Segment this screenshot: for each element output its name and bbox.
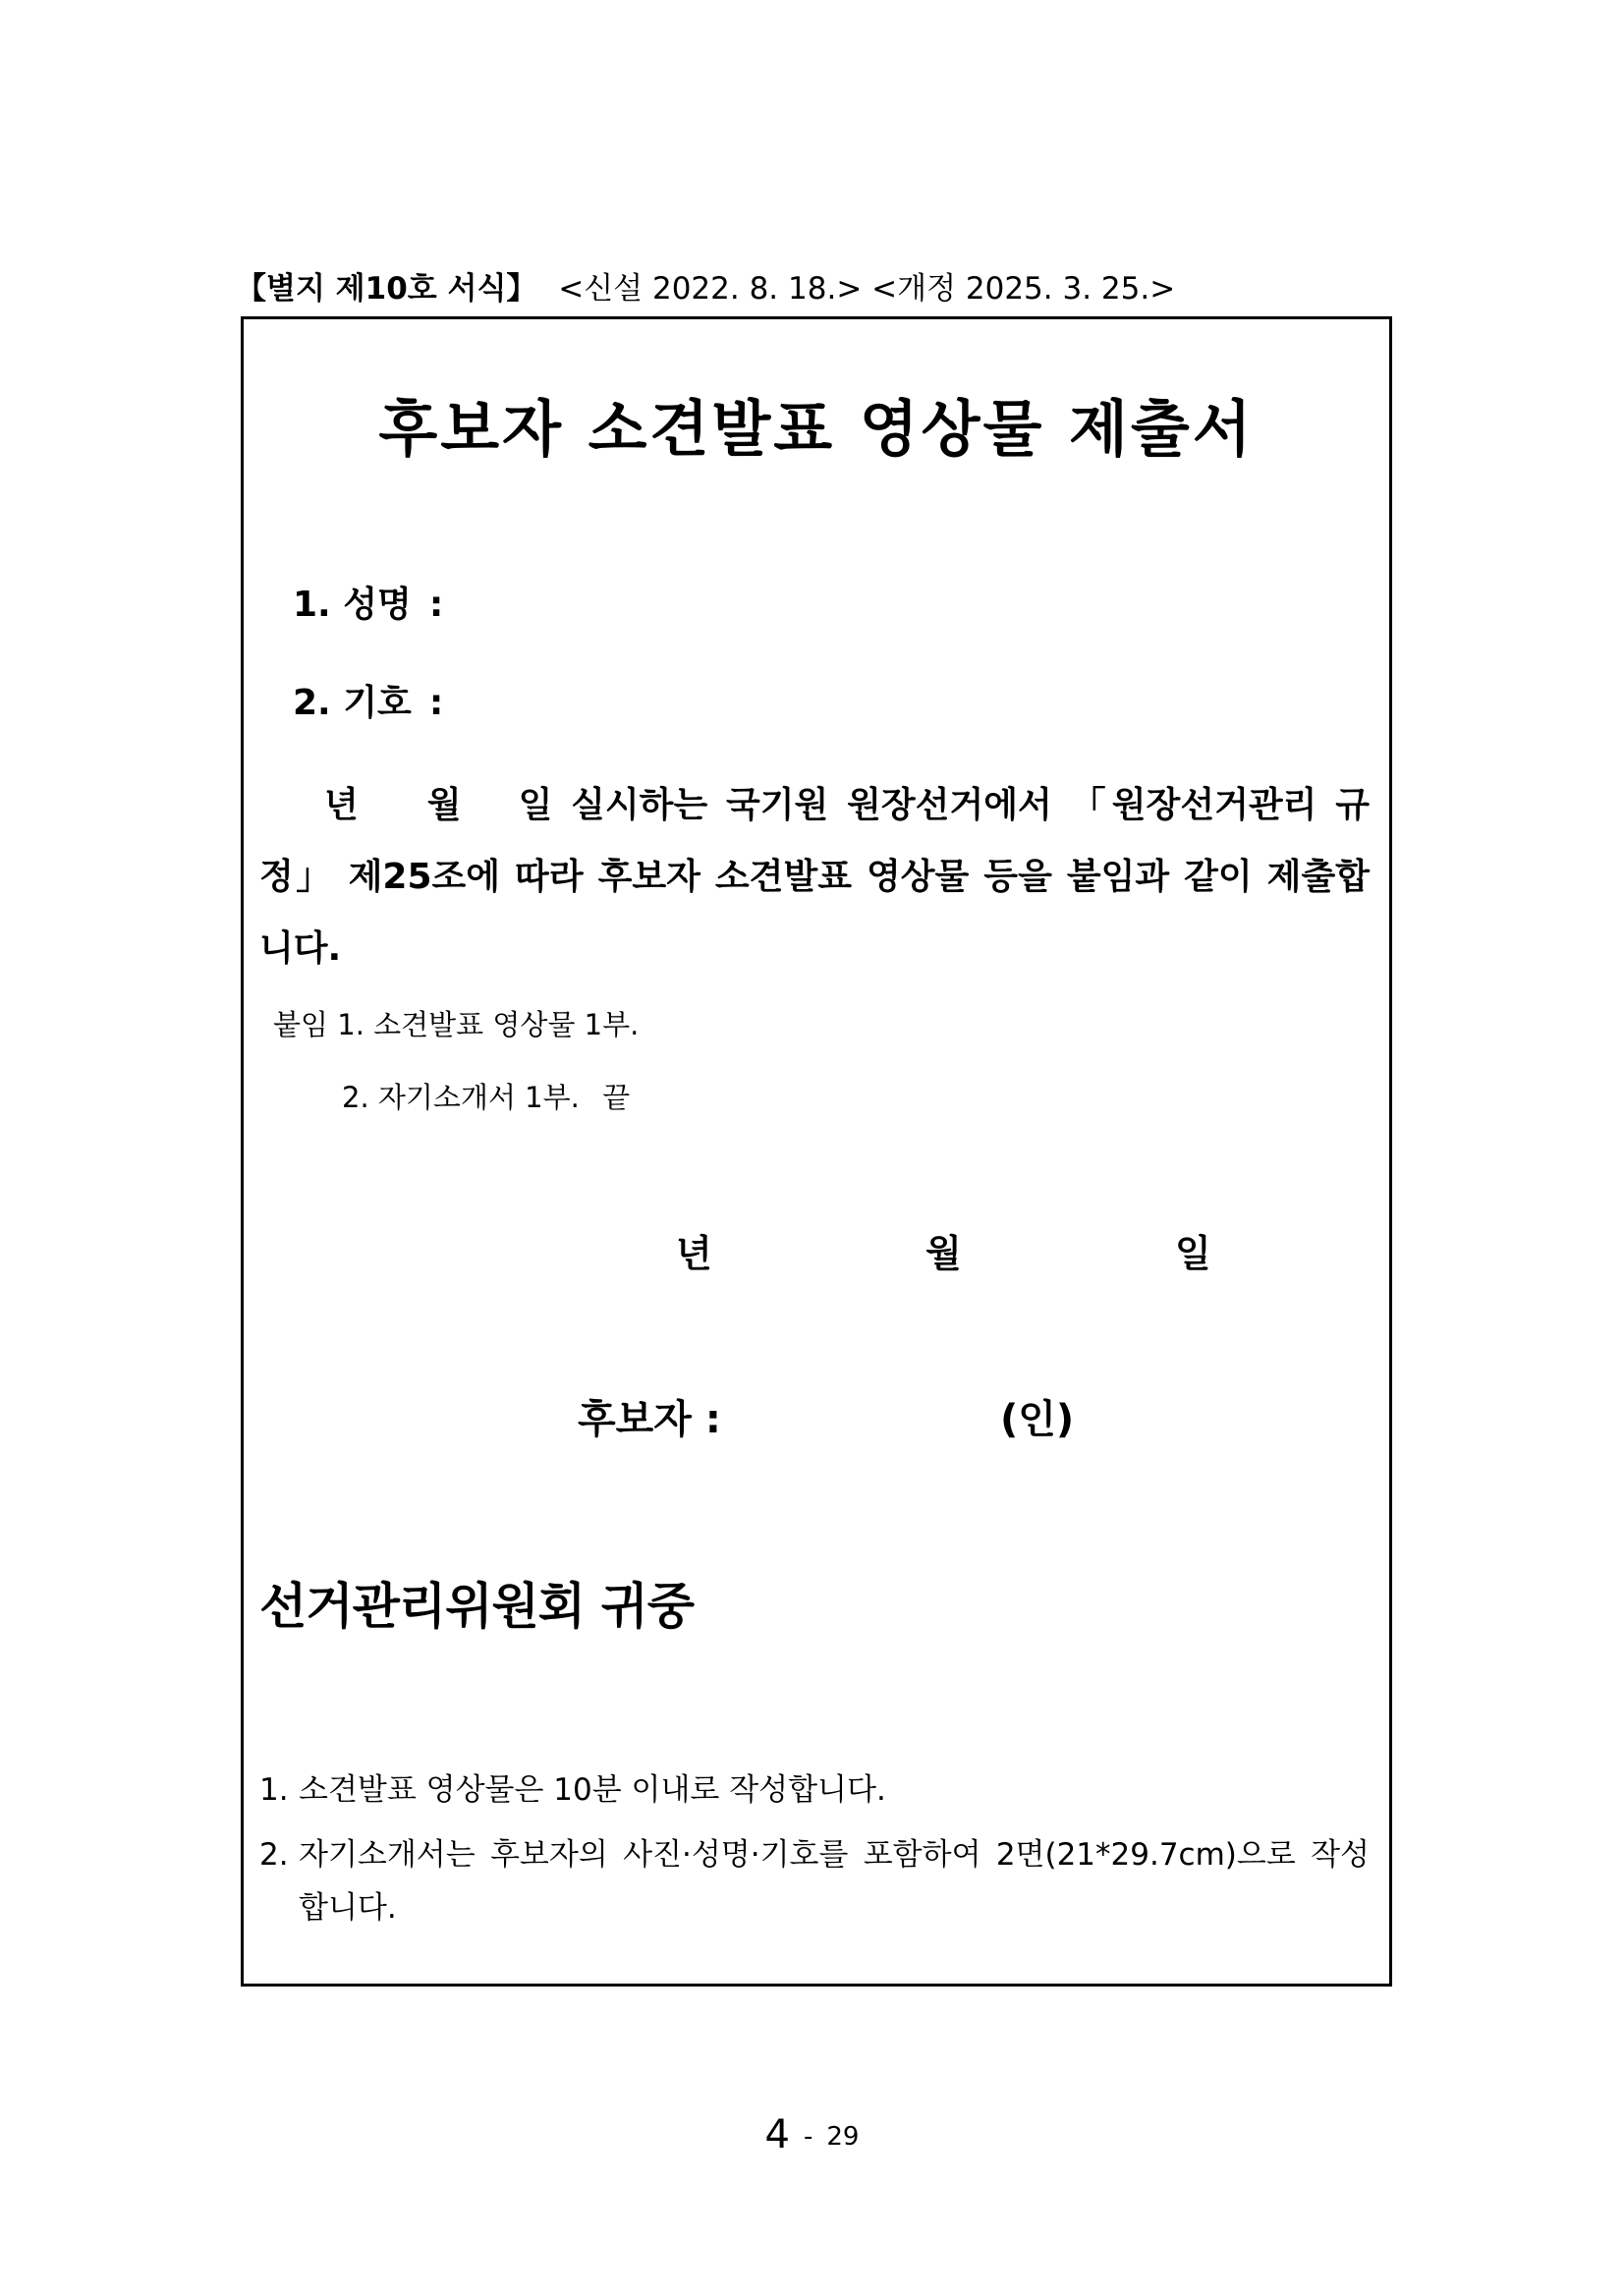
document-title: 후보자 소견발표 영상물 제출서: [378, 393, 1255, 465]
attachment-item-1: 1. 소견발표 영상물 1부.: [337, 1008, 640, 1041]
body-day: 일: [518, 785, 553, 825]
note-text: 자기소개서는 후보자의 사진·성명·기호를 포함하여 2면(21*29.7cm)으로 작성합니다.: [299, 1837, 1370, 1926]
attachment-line-1: [273, 1003, 639, 1043]
note-item: [259, 1828, 1370, 1934]
note-item: [259, 1764, 1370, 1817]
form-frame: [241, 316, 1392, 1987]
date-year: 년: [676, 1232, 712, 1275]
name-field[interactable]: [293, 577, 443, 627]
page-number-sub: 29: [826, 2122, 860, 2152]
date-day: 일: [1175, 1232, 1211, 1275]
name-colon: :: [428, 585, 444, 625]
note-text: 소견발표 영상물은 10분 이내로 작성합니다.: [299, 1772, 886, 1808]
number-colon: :: [428, 683, 444, 723]
notes: [259, 1764, 1370, 1934]
page-number-main: 4: [764, 2112, 790, 2157]
candidate-signature-label: 후보자 :: [578, 1397, 721, 1442]
body-year: 년: [324, 785, 359, 825]
page-number: [0, 2112, 1624, 2157]
note-number: 2.: [259, 1837, 289, 1873]
date-month: 월: [925, 1232, 962, 1275]
revision-history: <신설 2022. 8. 18.> <개정 2025. 3. 25.>: [558, 271, 1176, 307]
attachment-item-2: 2. 자기소개서 1부.: [342, 1081, 580, 1114]
body-month: 월: [426, 785, 462, 825]
number-field[interactable]: [293, 675, 443, 725]
name-label: 1. 성명: [293, 585, 412, 625]
form-number: 【별지 제10호 서식】: [236, 271, 537, 307]
addressee: 선거관리위원회 귀중: [259, 1578, 695, 1635]
body-text: 실시하는 국기원 원장선거에서 「원장선거관리 규정」 제25조에 따라 후보자 소견발표 영상물 등을 붙임과 같이 제출합니다.: [259, 785, 1370, 969]
page-number-dash: -: [803, 2122, 813, 2152]
form-header: [236, 263, 1175, 308]
attachment-prefix: 붙임: [273, 1008, 329, 1041]
attachment-end: 끝: [602, 1081, 631, 1114]
seal-mark: (인): [1000, 1397, 1075, 1442]
note-number: 1.: [259, 1772, 289, 1808]
submission-date: [676, 1223, 1246, 1277]
attachment-line-2: [342, 1076, 630, 1116]
number-label: 2. 기호: [293, 683, 412, 723]
submission-statement: [259, 769, 1370, 984]
